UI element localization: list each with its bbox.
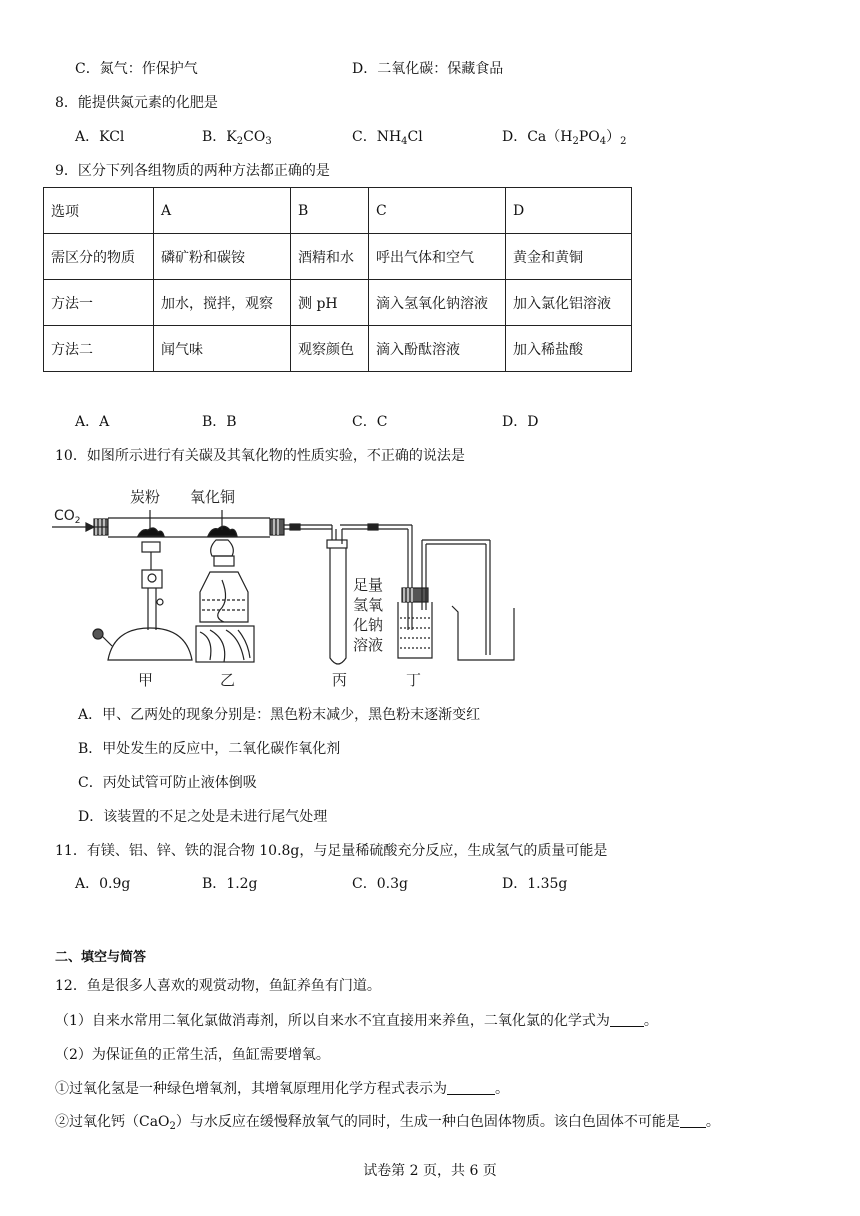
q12-part2: （2）为保证鱼的正常生活，鱼缸需要增氧。 <box>55 1047 330 1063</box>
experiment-apparatus-figure <box>50 480 530 695</box>
q10-option-c: C．丙处试管可防止液体倒吸 <box>78 775 257 791</box>
table-cell: 需区分的物质 <box>44 234 154 280</box>
q9-option-c: C．C <box>352 414 388 430</box>
q8-option-b: B．$K_2CO_3$ <box>202 129 272 147</box>
table-cell: 方法二 <box>44 326 154 372</box>
q11-stem: 11．有镁、铝、锌、铁的混合物 10.8g，与足量稀硫酸充分反应，生成氢气的质量可能是 <box>55 843 608 859</box>
table-cell: 选项 <box>44 188 154 234</box>
q9-option-d: D．D <box>502 414 539 430</box>
q11-option-d: D．1.35g <box>502 876 568 892</box>
table-cell: 方法一 <box>44 280 154 326</box>
label-bing: 丙 <box>332 671 348 689</box>
q7-option-d: D．二氧化碳：保藏食品 <box>352 61 504 77</box>
answer-blank[interactable] <box>447 1080 495 1095</box>
q11-option-b: B．1.2g <box>202 876 258 892</box>
naoh-label-line: 溶液 <box>353 636 384 654</box>
q12-part2-2: ②过氧化钙（CaO$_2$）与水反应在缓慢释放氧气的同时，生成一种白色固体物质。该白色固体不可能是 。 <box>55 1114 720 1132</box>
table-row <box>44 280 632 326</box>
table-cell: 黄金和黄铜 <box>506 234 632 280</box>
answer-blank[interactable] <box>680 1113 706 1128</box>
table-cell: 滴入酚酞溶液 <box>369 326 506 372</box>
table-cell: C <box>369 188 506 234</box>
label-ding: 丁 <box>406 671 422 689</box>
label-copper-oxide: 氧化铜 <box>190 488 236 506</box>
naoh-label-line: 化钠 <box>353 616 384 634</box>
table-cell: 测 pH <box>291 280 369 326</box>
table-cell: 观察颜色 <box>291 326 369 372</box>
naoh-label-line: 氢氧 <box>353 596 384 614</box>
table-cell: 滴入氢氧化钠溶液 <box>369 280 506 326</box>
label-yi: 乙 <box>220 671 236 689</box>
label-jia: 甲 <box>138 671 154 689</box>
q12-stem: 12．鱼是很多人喜欢的观赏动物，鱼缸养鱼有门道。 <box>55 978 381 994</box>
table-cell: 呼出气体和空气 <box>369 234 506 280</box>
q10-option-a: A．甲、乙两处的现象分别是：黑色粉末减少，黑色粉末逐渐变红 <box>78 707 481 723</box>
q11-option-c: C．0.3g <box>352 876 408 892</box>
q12-part2-1: ①过氧化氢是一种绿色增氧剂，其增氧原理用化学方程式表示为 。 <box>55 1081 509 1097</box>
table-cell: B <box>291 188 369 234</box>
page-footer: 试卷第 2 页，共 6 页 <box>363 1163 497 1179</box>
q8-option-c: C．$NH_4Cl$ <box>352 129 423 147</box>
table-cell: 磷矿粉和碳铵 <box>154 234 291 280</box>
table-row <box>44 188 632 234</box>
q11-option-a: A．0.9g <box>75 876 131 892</box>
label-carbon-powder: 炭粉 <box>130 488 161 506</box>
table-cell: 加水，搅拌，观察 <box>154 280 291 326</box>
table-cell: 闻气味 <box>154 326 291 372</box>
table-row <box>44 326 632 372</box>
table-cell: 加入氯化铝溶液 <box>506 280 632 326</box>
table-cell: D <box>506 188 632 234</box>
q8-stem: 8．能提供氮元素的化肥是 <box>55 95 218 111</box>
q12-part1: （1）自来水常用二氧化氯做消毒剂，所以自来水不宜直接用来养鱼，二氧化氯的化学式为 。 <box>55 1013 658 1029</box>
q10-stem: 10．如图所示进行有关碳及其氧化物的性质实验，不正确的说法是 <box>55 448 465 464</box>
table-cell: 加入稀盐酸 <box>506 326 632 372</box>
table-cell: 酒精和水 <box>291 234 369 280</box>
q7-option-c: C．氮气：作保护气 <box>75 61 198 77</box>
q8-option-a: A．KCl <box>75 129 125 145</box>
q10-option-d: D．该装置的不足之处是未进行尾气处理 <box>78 809 328 825</box>
co2-label: $CO_2$ <box>54 508 81 526</box>
q9-stem: 9．区分下列各组物质的两种方法都正确的是 <box>55 163 330 179</box>
q9-option-a: A．A <box>75 414 110 430</box>
table-row <box>44 234 632 280</box>
q10-option-b: B．甲处发生的反应中，二氧化碳作氧化剂 <box>78 741 341 757</box>
q9-option-b: B．B <box>202 414 237 430</box>
answer-blank[interactable] <box>610 1012 644 1027</box>
section-heading: 二、填空与简答 <box>55 950 147 965</box>
table-cell: A <box>154 188 291 234</box>
q9-table <box>43 187 632 372</box>
naoh-label-line: 足量 <box>353 576 384 594</box>
q8-option-d: D．$Ca(H_2PO_4)_2$ <box>502 129 627 147</box>
